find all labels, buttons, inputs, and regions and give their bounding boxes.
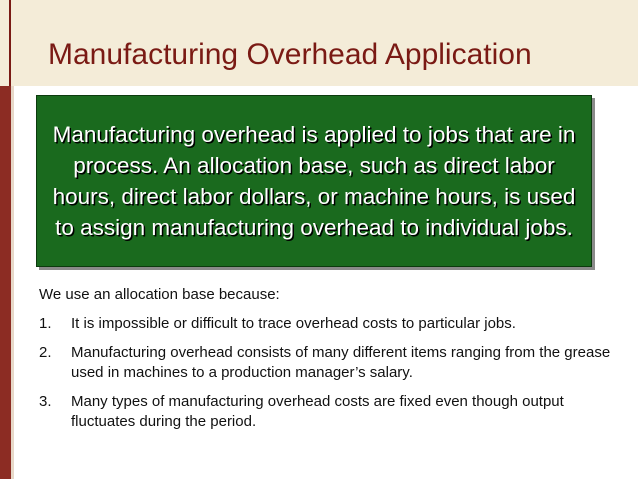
- left-rule: [9, 0, 11, 86]
- list-item: [39, 392, 619, 432]
- intro-text: We use an allocation base because:: [39, 286, 280, 303]
- list-item: [39, 314, 619, 334]
- reasons-list: [39, 314, 619, 441]
- highlight-box: [36, 95, 592, 267]
- list-item-text: Many types of manufacturing overhead costs are fixed even though output fluctuates during the period.: [71, 393, 564, 430]
- list-item-number: 3.: [39, 393, 52, 410]
- left-accent-bar: [0, 86, 11, 479]
- highlight-box-text: Manufacturing overhead is applied to jobs that are in process. An allocation base, such as direct labor hours, direct labor dollars, or machine hours, is used to assign manufacturing overhead to individual jobs.: [52, 122, 576, 240]
- list-item-number: 2.: [39, 344, 52, 361]
- list-item-number: 1.: [39, 315, 52, 332]
- slide-title: Manufacturing Overhead Application: [48, 38, 532, 71]
- list-item-text: It is impossible or difficult to trace overhead costs to particular jobs.: [71, 315, 516, 332]
- left-accent-bar-shadow: [11, 86, 14, 479]
- list-item: [39, 343, 619, 383]
- list-item-text: Manufacturing overhead consists of many different items ranging from the grease used in machines to a production manager’s salary.: [71, 344, 611, 381]
